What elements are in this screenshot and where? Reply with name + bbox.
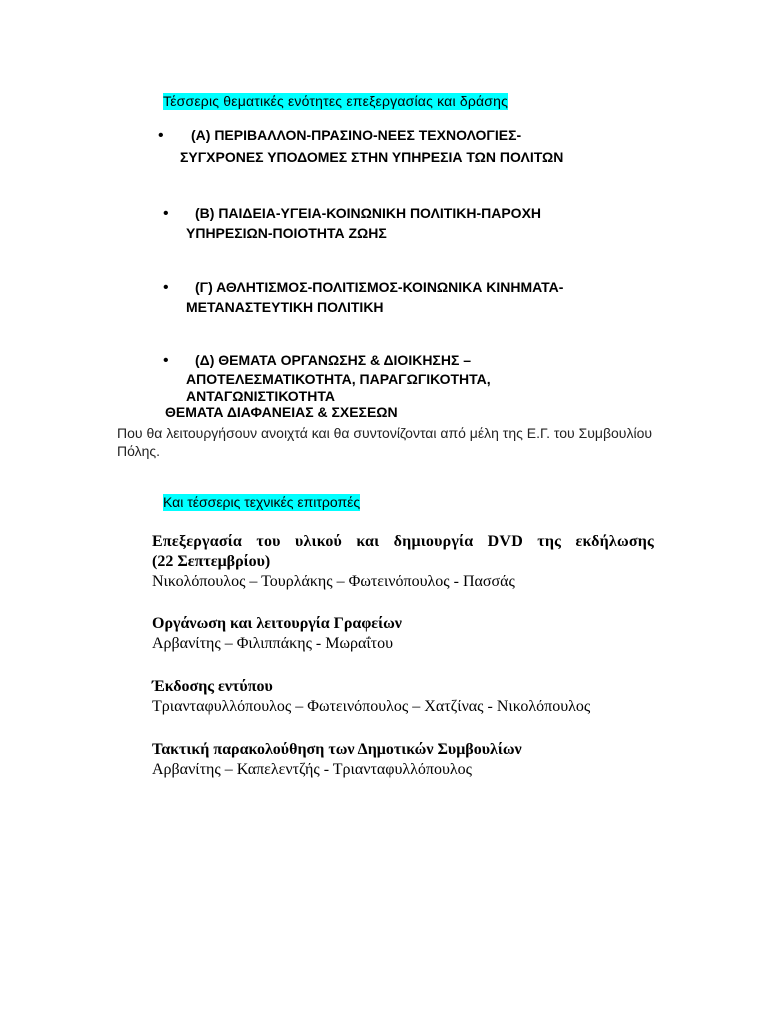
thematic-unit-line: ΑΠΟΤΕΛΕΣΜΑΤΙΚΟΤΗΤΑ, ΠΑΡΑΓΩΓΙΚΟΤΗΤΑ, — [186, 371, 491, 387]
committee-title: Οργάνωση και λειτουργία Γραφείων — [152, 615, 402, 632]
thematic-unit-b — [0, 204, 541, 243]
committee-title-continuation: (22 Σεπτεμβρίου) — [152, 553, 271, 570]
thematic-unit-line: (Β) ΠΑΙΔΕΙΑ-ΥΓΕΙΑ-ΚΟΙΝΩΝΙΚΗ ΠΟΛΙΤΙΚΗ-ΠΑΡΟΧΗ — [195, 205, 542, 221]
thematic-unit-a — [0, 126, 563, 167]
bullet-icon: • — [158, 127, 164, 144]
thematic-unit-line: ΥΠΗΡΕΣΙΩΝ-ΠΟΙΟΤΗΤΑ ΖΩΗΣ — [186, 225, 387, 241]
committee-members: Αρβανίτης – Φιλιππάκης - Μωραΐτου — [152, 635, 394, 652]
thematic-unit-line: (Δ) ΘΕΜΑΤΑ ΟΡΓΑΝΩΣΗΣ & ΔΙΟΙΚΗΣΗΣ – — [195, 352, 472, 368]
committee-title: Τακτική παρακολούθηση των Δημοτικών Συμβουλίων — [152, 741, 522, 758]
committees-heading: Και τέσσερις τεχνικές επιτροπές — [163, 494, 361, 510]
thematic-unit-line: ΜΕΤΑΝΑΣΤΕΥΤΙΚΗ ΠΟΛΙΤΙΚΗ — [186, 299, 384, 315]
committee-title: Έκδοσης εντύπου — [152, 678, 273, 695]
committee-item — [152, 532, 654, 592]
bullet-icon: • — [163, 279, 169, 296]
thematic-unit-line: ΑΝΤΑΓΩΝΙΣΤΙΚΟΤΗΤΑ — [186, 388, 335, 404]
bullet-icon: • — [163, 352, 169, 369]
thematic-unit-line: (Γ) ΑΘΛΗΤΙΣΜΟΣ-ΠΟΛΙΤΙΣΜΟΣ-ΚΟΙΝΩΝΙΚΑ ΚΙΝΗΜΑΤΑ- — [195, 279, 564, 295]
committee-item — [152, 614, 654, 654]
committee-item — [152, 677, 654, 717]
thematic-unit-line: ΣΥΓΧΡΟΝΕΣ ΥΠΟΔΟΜΕΣ ΣΤΗΝ ΥΠΗΡΕΣΙΑ ΤΩΝ ΠΟΛΙΤΩΝ — [180, 149, 564, 165]
committee-members: Αρβανίτης – Καπελεντζής - Τριανταφυλλόπουλος — [152, 761, 473, 778]
committee-item — [152, 740, 654, 780]
thematic-unit-line: ΘΕΜΑΤΑ ΔΙΑΦΑΝΕΙΑΣ & ΣΧΕΣΕΩΝ — [165, 404, 398, 420]
thematic-unit-c — [0, 278, 563, 317]
intro-paragraph: Που θα λειτουργήσουν ανοιχτά και θα συντονίζονται από μέλη της Ε.Γ. του Συμβουλίου Πόλης. — [117, 425, 653, 459]
thematic-units-heading: Τέσσερις θεματικές ενότητες επεξεργασίας και δράσης — [163, 93, 509, 109]
bullet-icon: • — [163, 205, 169, 222]
committee-members: Νικολόπουλος – Τουρλάκης – Φωτεινόπουλος - Πασσάς — [152, 573, 515, 590]
committee-members: Τριανταφυλλόπουλος – Φωτεινόπουλος – Χατζίνας - Νικολόπουλος — [152, 698, 591, 715]
committee-title: Επεξεργασία του υλικού και δημιουργία DVD της εκδήλωσης — [152, 533, 654, 550]
thematic-unit-d — [0, 351, 491, 422]
thematic-unit-line: (Α) ΠΕΡΙΒΑΛΛΟΝ-ΠΡΑΣΙΝΟ-ΝΕΕΣ ΤΕΧΝΟΛΟΓΙΕΣ- — [191, 127, 522, 143]
